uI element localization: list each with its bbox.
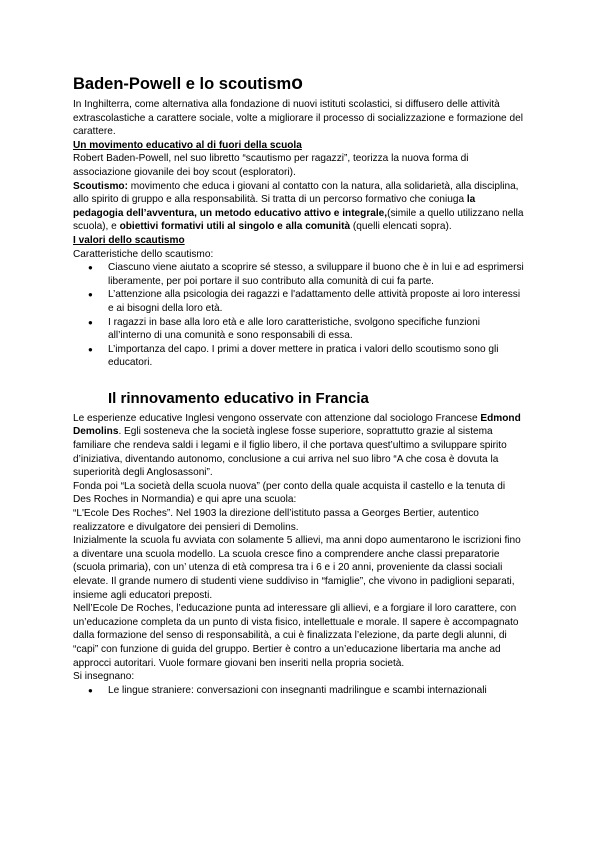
- paragraph-scoutismo: [73, 180, 525, 234]
- list-item: ● Le lingue straniere: conversazioni con insegnanti madrilingue e scambi internazionali: [108, 684, 525, 698]
- text-fragment: (simile a quello utilizzano nella scuola), e: [73, 207, 524, 233]
- paragraph-demolins: [73, 412, 525, 480]
- text-fragment: Le esperienze educative Inglesi vengono osservate con attenzione dal sociologo Francese: [73, 412, 481, 424]
- text-fragment: . Egli sosteneva che la società inglese fosse superiore, soprattutto grazie al sistema familiare che rendeva saldi i legami e il figlio libero, il che portava quest’ultimo a sviluppare spirito d’iniziativa, diventando autonomo, conclusione a cui arriva nel suo libro “A che cosa è dovuta la superiorità degli Anglosassoni”.: [73, 426, 507, 479]
- title-text: Baden-Powell e lo scoutism: [73, 75, 292, 93]
- bold-fragment: la pedagogia dell’avventura, un metodo educativo attivo e integrale,: [73, 194, 476, 219]
- bold-fragment: obiettivi formativi utili al singolo e alla comunità: [119, 221, 351, 233]
- paragraph-education: Nell’Ecole De Roches, l’educazione punta ad interessare gli allievi, e a forgiare il loro carattere, con un’educazione completa da un punto di vista fisico, intellettuale e morale. Il sapere è accompagnato dalla formazione del senso di responsabilità, a cui è finalizzata l’elezione, da parte degli alunni, di “capi” con funzione di guida del gruppo. Bertier è contro a un’educazione libertaria ma anche ad approcci autoritari. Vuole formare giovani ben inseriti nella propria società.: [73, 603, 519, 669]
- text-fragment: (quelli elencati sopra).: [350, 221, 452, 233]
- list-item: ● Ciascuno viene aiutato a scoprire sé stesso, a sviluppare il buono che è in lui e ad esprimersi liberamente, per poi portare il suo contributo alla comunità di cui fa parte.: [108, 261, 525, 288]
- paragraph-baden-powell: Robert Baden-Powell, nel suo libretto “scautismo per ragazzi”, teorizza la nuova forma di associazione giovanile dei boy scout (esploratori).: [73, 153, 469, 178]
- subheading-movement: Un movimento educativo al di fuori della scuola: [73, 139, 302, 151]
- values-list: [73, 261, 525, 370]
- list-item: ● L’attenzione alla psicologia dei ragazzi e l'adattamento delle attività proposte ai loro interessi e ai bisogni della loro età.: [108, 288, 525, 315]
- section-title-scoutism: [73, 74, 525, 94]
- subheading-values: I valori dello scautismo: [73, 234, 185, 246]
- paragraph-insegnano: Si insegnano:: [73, 671, 135, 683]
- term-scoutismo: Scoutismo:: [73, 180, 128, 192]
- name-demolins: Edmond Demolins: [73, 412, 521, 438]
- paragraph-growth: Inizialmente la scuola fu avviata con solamente 5 allievi, ma anni dopo aumentarono le iscrizioni fino a diventare una scuola modello. La scuola cresce fino a comprendere anche classi preparatorie (scuola primaria), con un’ utenza di età compresa tra i 6 e i 20 anni, proveniente da classi sociali elevate. Il grande numero di studenti viene suddiviso in “famiglie”, che vivono in padiglioni separati, insieme agli educatori preposti.: [73, 535, 521, 601]
- title-text-last-letter: o: [291, 73, 303, 94]
- list-intro: Caratteristiche dello scautismo:: [73, 248, 214, 260]
- list-item: ● L’importanza del capo. I primi a dover mettere in pratica i valori dello scoutismo sono gli educatori.: [108, 343, 525, 370]
- text-fragment: movimento che educa i giovani al contatto con la natura, alla solidarietà, alla disciplina, allo spirito di gruppo e alla responsabilità. Si tratta di un percorso formativo che coniuga: [73, 180, 519, 206]
- list-item: ● I ragazzi in base alla loro età e alle loro caratteristiche, svolgono specifiche funzioni all’interno di una comunità e sono responsabili di essa.: [108, 316, 525, 343]
- paragraph-societa: Fonda poi “La società della scuola nuova” (per conto della quale acquista il castello e la tenuta di Des Roches in Normandia) e qui apre una scuola:: [73, 480, 506, 506]
- document-body: [73, 74, 525, 697]
- subjects-list: [73, 684, 525, 698]
- section-title-france: Il rinnovamento educativo in Francia: [108, 389, 369, 407]
- paragraph-ecole: “L'Ecole Des Roches”. Nel 1903 la direzione dell’istituto passa a Georges Bertier, autentico realizzatore e divulgatore dei pensieri di Demolins.: [73, 508, 479, 533]
- intro-paragraph: In Inghilterra, come alternativa alla fondazione di nuovi istituti scolastici, si diffusero delle attività extrascolastiche a carattere sociale, volte a migliorare il processo di socializzazione e formazione del carattere.: [73, 99, 523, 138]
